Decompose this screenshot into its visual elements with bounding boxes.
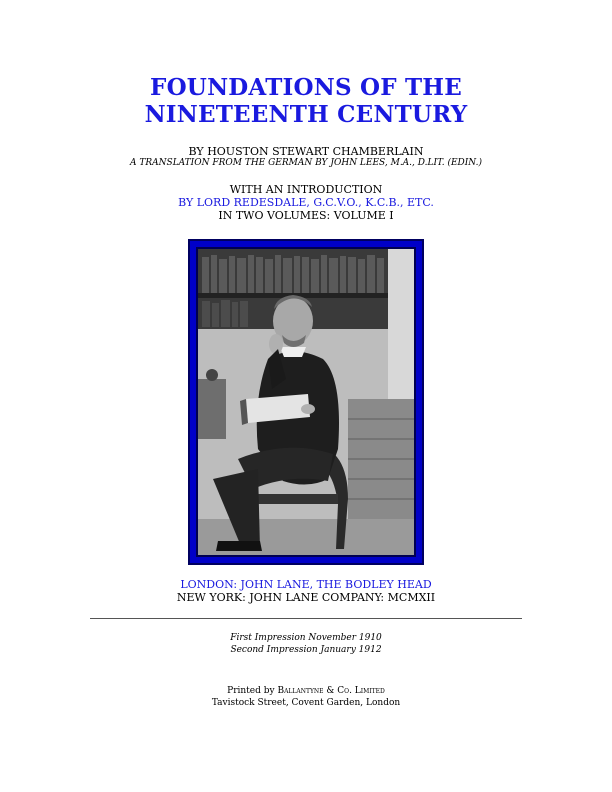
impressions-block — [0, 632, 612, 656]
publisher-block — [0, 578, 612, 604]
book-title-line-2: NINETEENTH CENTURY — [144, 101, 468, 128]
portrait-illustration — [198, 249, 414, 555]
second-impression: Second Impression January 1912 — [230, 645, 382, 655]
printer-block — [0, 685, 612, 709]
volume-line: IN TWO VOLUMES: VOLUME I — [218, 209, 394, 222]
printer-name: Ballantyne & Co. Limited — [277, 686, 385, 696]
portrait-frame — [188, 239, 424, 565]
printer-line — [0, 685, 612, 697]
book-title — [0, 74, 612, 128]
introduction-author-line: BY LORD REDESDALE, G.C.V.O., K.C.B., ETC. — [178, 196, 434, 209]
printer-address: Tavistock Street, Covent Garden, London — [211, 698, 401, 708]
author-portrait — [196, 247, 416, 557]
publisher-newyork: NEW YORK: JOHN LANE COMPANY: MCMXII — [176, 591, 436, 604]
book-title-line-1: FOUNDATIONS OF THE — [150, 74, 462, 101]
introduction-line: WITH AN INTRODUCTION — [229, 183, 383, 196]
author-line: BY HOUSTON STEWART CHAMBERLAIN — [188, 145, 424, 158]
first-impression: First Impression November 1910 — [230, 633, 382, 643]
publisher-london: LONDON: JOHN LANE, THE BODLEY HEAD — [180, 578, 432, 591]
translation-line: A TRANSLATION FROM THE GERMAN BY JOHN LEES, M.A., D.LIT. (EDIN.) — [130, 158, 482, 168]
introduction-block — [0, 183, 612, 222]
horizontal-divider — [90, 618, 522, 619]
printer-prefix: Printed by — [227, 686, 278, 696]
